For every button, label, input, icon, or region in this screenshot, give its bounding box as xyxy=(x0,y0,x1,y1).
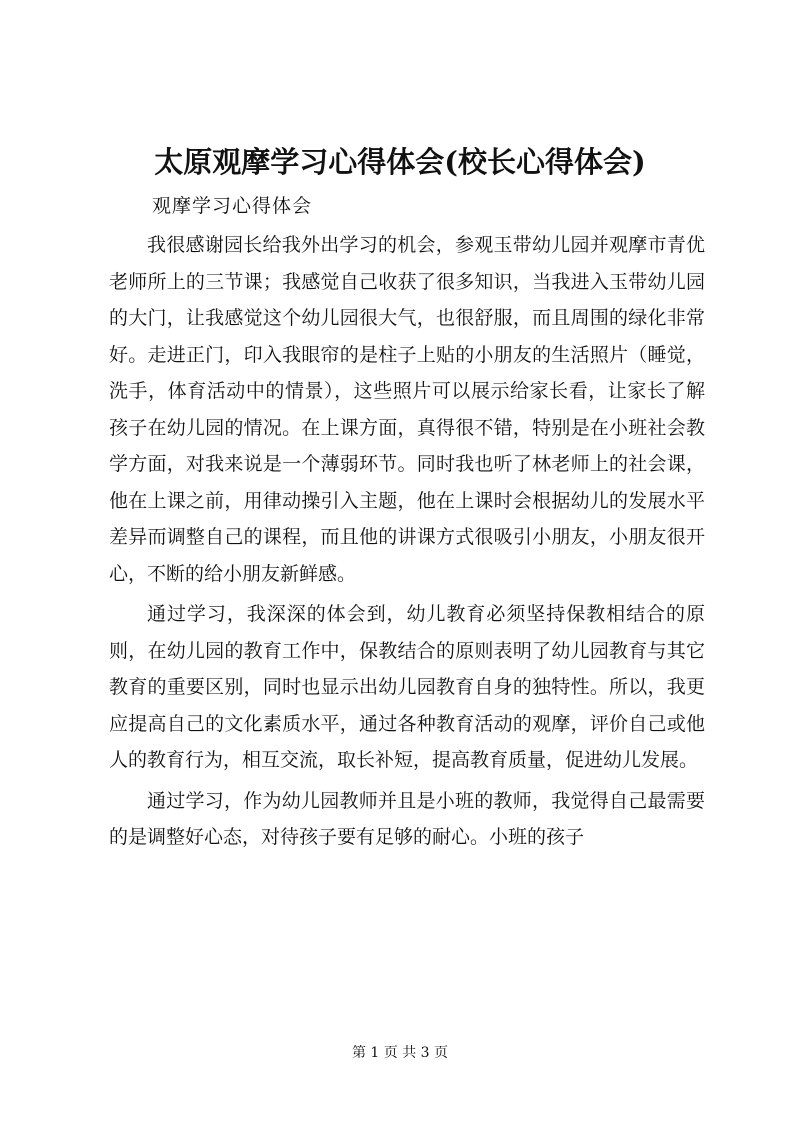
paragraph: 通过学习，我深深的体会到，幼儿教育必须坚持保教相结合的原则，在幼儿园的教育工作中，保教结合的原则表明了幼儿园教育与其它教育的重要区别，同时也显示出幼儿园教育自身的独特性。所以，我更应提高自己的文化素质水平，通过各种教育活动的观摩，评价自己或他人的教育行为，相互交流，取长补短，提高教育质量，促进幼儿发展。 xyxy=(109,603,705,771)
paragraph: 我很感谢园长给我外出学习的机会，参观玉带幼儿园并观摩市青优老师所上的三节课；我感觉自己收获了很多知识，当我进入玉带幼儿园的大门，让我感觉这个幼儿园很大气，也很舒服，而且周围的绿化非常好。走进正门，印入我眼帘的是柱子上贴的小朋友的生活照片（睡觉，洗手，体育活动中的情景），这些照片可以展示给家长看，让家长了解孩子在幼儿园的情况。在上课方面，真得很不错，特别是在小班社会教学方面，对我来说是一个薄弱环节。同时我也听了林老师上的社会课，他在上课之前，用律动操引入主题，他在上课时会根据幼儿的发展水平差异而调整自己的课程，而且他的讲课方式很吸引小朋友，小朋友很开心，不断的给小朋友新鲜感。 xyxy=(109,234,705,585)
page-footer: 第 1 页 共 3 页 xyxy=(351,1045,449,1061)
document-body xyxy=(109,227,705,860)
document-title: 太原观摩学习心得体会(校长心得体会) xyxy=(154,145,646,179)
document-subtitle: 观摩学习心得体会 xyxy=(152,195,313,217)
paragraph: 通过学习，作为幼儿园教师并且是小班的教师，我觉得自己最需要的是调整好心态，对待孩子要有足够的耐心。小班的孩子 xyxy=(109,789,705,848)
